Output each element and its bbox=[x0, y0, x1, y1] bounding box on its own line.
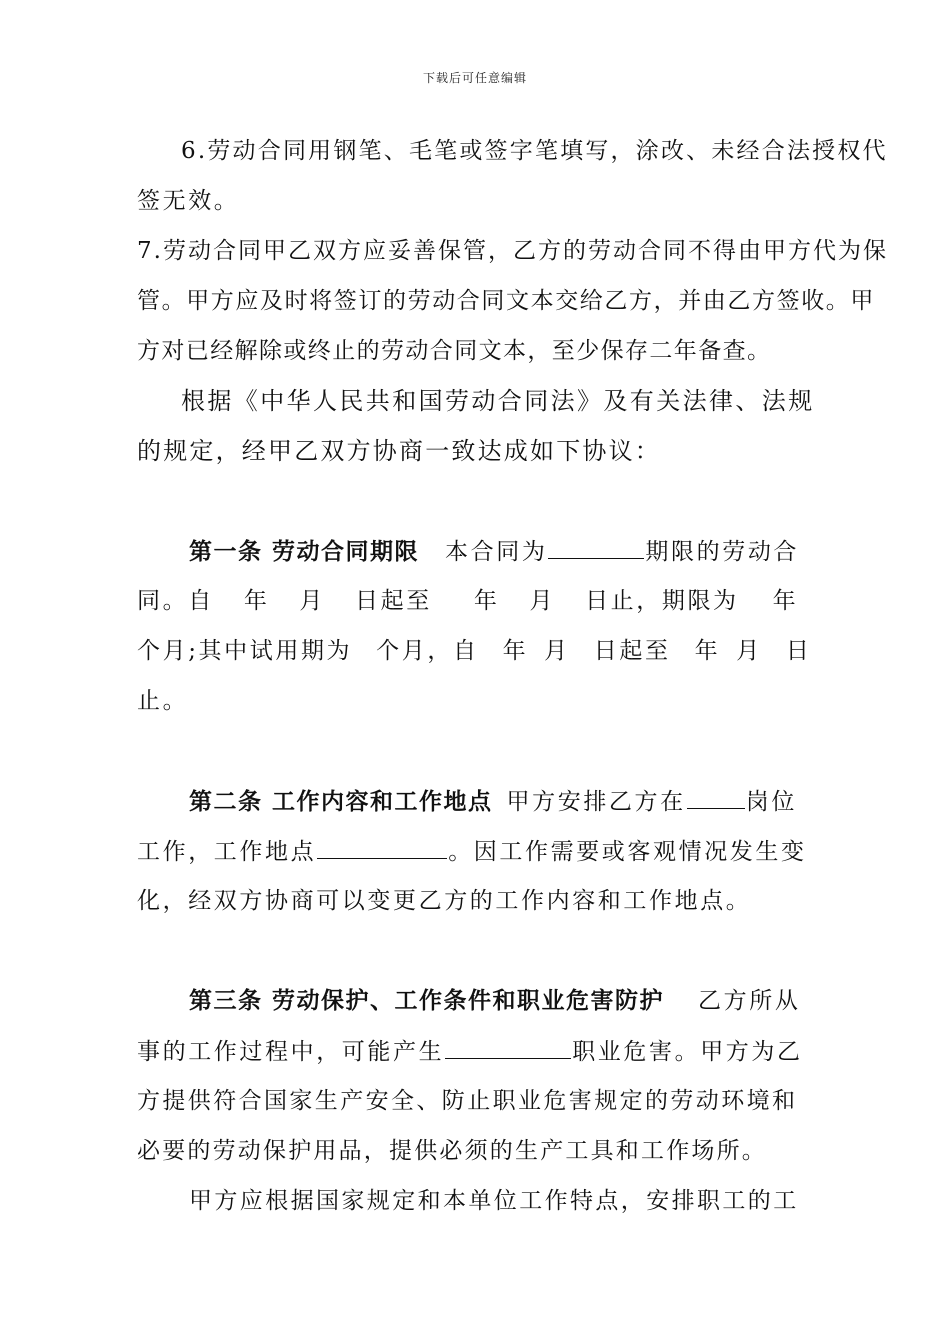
change-text: 。因工作需要或客观情况发生变 bbox=[448, 839, 807, 865]
probation-text: 个月;其中试用期为 bbox=[137, 638, 353, 664]
start-month-label: 月 bbox=[299, 588, 326, 614]
article3-text-a: 乙方所从 bbox=[698, 988, 801, 1014]
start-day-label: 日起至 bbox=[355, 588, 432, 614]
item7-line1: 7.劳动合同甲乙双方应妥善保管，乙方的劳动合同不得由甲方代为保 bbox=[137, 238, 888, 264]
article3-line2 bbox=[137, 1036, 803, 1067]
article3-title: 第三条 劳动保护、工作条件和职业危害防护 bbox=[189, 987, 665, 1014]
position-blank[interactable] bbox=[687, 786, 745, 809]
probation-start-year: 年 bbox=[502, 638, 529, 664]
hazard-text-b: 职业危害。甲方为乙 bbox=[572, 1039, 803, 1065]
article2-title: 第二条 工作内容和工作地点 bbox=[189, 788, 493, 815]
page-header: 下载后可任意编辑 bbox=[422, 71, 527, 85]
article3-line3: 方提供符合国家生产安全、防止职业危害规定的劳动环境和 bbox=[137, 1088, 798, 1114]
probation-from: 个月，自 bbox=[376, 638, 479, 664]
article3-line1 bbox=[189, 986, 800, 1016]
article2-line3: 化，经双方协商可以变更乙方的工作内容和工作地点。 bbox=[137, 888, 752, 914]
article1-line3 bbox=[137, 636, 811, 666]
probation-end-day: 日 bbox=[785, 638, 812, 664]
item6-line2: 签无效。 bbox=[137, 188, 240, 214]
article1-title: 第一条 劳动合同期限 bbox=[189, 538, 420, 565]
probation-start-day: 日起至 bbox=[593, 638, 671, 664]
probation-start-month: 月 bbox=[544, 638, 570, 664]
article2-text-a: 甲方安排乙方在 bbox=[506, 789, 686, 815]
article1-line4: 止。 bbox=[137, 688, 189, 714]
basis-line2: 的规定，经甲乙双方协商一致达成如下协议： bbox=[137, 437, 661, 465]
article3-line5: 甲方应根据国家规定和本单位工作特点，安排职工的工 bbox=[189, 1188, 799, 1214]
article1-line1 bbox=[189, 536, 799, 567]
basis-line1: 根据《中华人民共和国劳动合同法》及有关法律、法规 bbox=[181, 387, 815, 415]
item6-line1: 6.劳动合同用钢笔、毛笔或签字笔填写，涂改、未经合法授权代 bbox=[181, 138, 888, 164]
article2-text-b: 岗位 bbox=[745, 789, 797, 815]
article2-line1 bbox=[189, 786, 797, 817]
hazard-blank[interactable] bbox=[445, 1036, 571, 1059]
article2-line2 bbox=[137, 836, 807, 867]
article1-text-a: 本合同为 bbox=[445, 539, 548, 565]
workplace-text: 工作，工作地点 bbox=[137, 839, 317, 865]
hazard-text: 事的工作过程中，可能产生 bbox=[137, 1039, 445, 1065]
end-month-label: 月 bbox=[529, 588, 556, 614]
end-day-label: 日止，期限为 bbox=[585, 588, 739, 614]
item7-line2: 管。甲方应及时将签订的劳动合同文本交给乙方，并由乙方签收。甲 bbox=[137, 288, 875, 314]
probation-end-month: 月 bbox=[736, 638, 762, 664]
article3-line4: 必要的劳动保护用品，提供必须的生产工具和工作场所。 bbox=[137, 1138, 767, 1164]
article1-text-b: 期限的劳动合 bbox=[645, 539, 800, 565]
term-type-blank[interactable] bbox=[548, 536, 644, 559]
probation-end-year: 年 bbox=[694, 638, 721, 664]
article1-from: 同。自 bbox=[137, 588, 214, 614]
article1-line2 bbox=[137, 586, 798, 616]
item7-line3: 方对已经解除或终止的劳动合同文本，至少保存二年备查。 bbox=[137, 338, 772, 364]
workplace-blank[interactable] bbox=[317, 836, 447, 859]
term-year-label: 年 bbox=[772, 588, 799, 614]
end-year-label: 年 bbox=[473, 588, 500, 614]
start-year-label: 年 bbox=[243, 588, 270, 614]
